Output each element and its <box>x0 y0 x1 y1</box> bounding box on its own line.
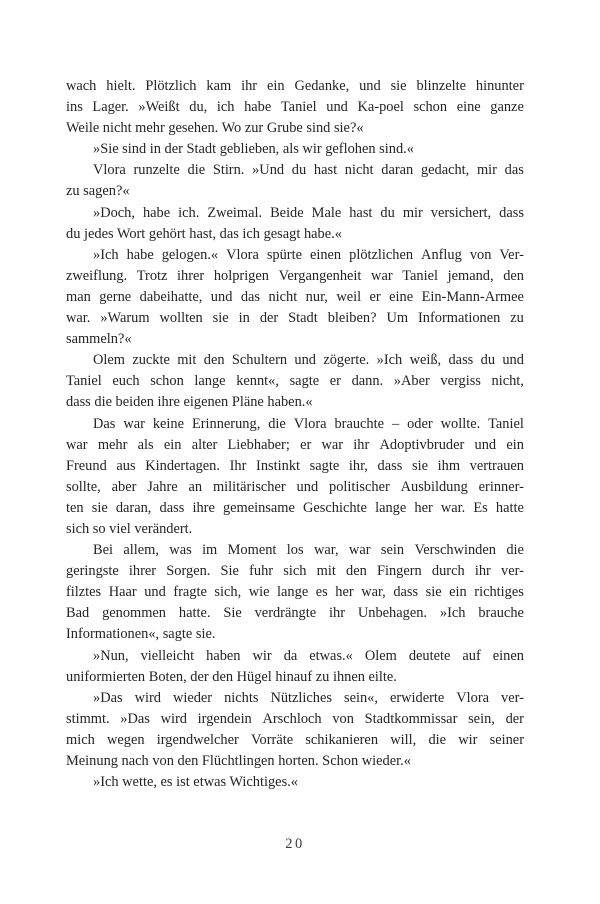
text-line: sich so viel verändert. <box>66 520 193 537</box>
text-line: Freund aus Kindertagen. Ihr Instinkt sagte ihr, dass sie ihm vertrauen <box>66 457 524 474</box>
text-line: »Sie sind in der Stadt geblieben, als wir geflohen sind.« <box>93 141 414 158</box>
text-line: wach hielt. Plötzlich kam ihr ein Gedanke, und sie blinzelte hinunter <box>66 78 524 94</box>
text-line: dass die beiden ihre eigenen Pläne haben.« <box>66 394 313 411</box>
text-block <box>66 76 524 793</box>
text-line: war. »Warum wollten sie in der Stadt bleiben? Um Informationen zu <box>66 310 524 327</box>
text-line: sollte, aber Jahre an militärischer und politischer Ausbildung erinner- <box>66 478 524 495</box>
text-line: mich wegen irgendwelcher Vorräte schikanieren will, die wir seiner <box>66 731 524 748</box>
text-line: Weile nicht mehr gesehen. Wo zur Grube sind sie?« <box>66 120 364 137</box>
text-line: »Doch, habe ich. Zweimal. Beide Male hast du mir versichert, dass <box>93 204 524 221</box>
text-line: »Nun, vielleicht haben wir da etwas.« Olem deutete auf einen <box>93 647 524 664</box>
text-line: Bei allem, was im Moment los war, war sein Verschwinden die <box>93 542 524 559</box>
text-line: Vlora runzelte die Stirn. »Und du hast nicht daran gedacht, mir das <box>93 162 524 179</box>
text-line: Informationen«, sagte sie. <box>66 626 216 643</box>
text-line: »Ich habe gelogen.« Vlora spürte einen plötzlichen Anflug von Ver- <box>93 246 524 263</box>
text-line: »Das wird wieder nichts Nützliches sein«, erwiderte Vlora ver- <box>93 689 524 706</box>
text-line: ten sie daran, dass ihre gemeinsame Geschichte lange her war. Es hatte <box>66 499 524 516</box>
text-line: du jedes Wort gehört hast, das ich gesagt habe.« <box>66 225 342 242</box>
text-line: Das war keine Erinnerung, die Vlora brauchte – oder wollte. Taniel <box>93 415 524 432</box>
page-number: 20 <box>285 836 305 852</box>
text-line: »Ich wette, es ist etwas Wichtiges.« <box>93 774 298 791</box>
text-line: war mehr als ein alter Liebhaber; er war ihr Adoptivbruder und ein <box>66 436 524 453</box>
text-line: stimmt. »Das wird irgendein Arschloch von Stadtkommissar sein, der <box>66 710 524 727</box>
text-line: zu sagen?« <box>66 183 130 200</box>
text-line: uniformierten Boten, der den Hügel hinauf zu ihnen eilte. <box>66 668 397 685</box>
text-line: Bad genommen hatte. Sie verdrängte ihr Unbehagen. »Ich brauche <box>66 605 524 622</box>
text-line: ins Lager. »Weißt du, ich habe Taniel und Ka-poel schon eine ganze <box>66 99 524 116</box>
text-line: Taniel euch schon lange kennt«, sagte er dann. »Aber vergiss nicht, <box>66 373 524 390</box>
text-line: zweiflung. Trotz ihrer holprigen Vergangenheit war Taniel jemand, den <box>66 267 524 284</box>
text-line: geringste ihrer Sorgen. Sie fuhr sich mit den Fingern durch ihr ver- <box>66 563 524 580</box>
text-line: Meinung nach von den Flüchtlingen horten. Schon wieder.« <box>66 753 411 769</box>
text-line: sammeln?« <box>66 331 132 348</box>
text-line: man gerne dabeihatte, und das nicht nur, weil er eine Ein-Mann-Armee <box>66 288 524 305</box>
text-line: Olem zuckte mit den Schultern und zögerte. »Ich weiß, dass du und <box>93 352 524 369</box>
text-line: filztes Haar und fragte sich, wie lange es her war, dass sie ein richtiges <box>66 584 524 601</box>
